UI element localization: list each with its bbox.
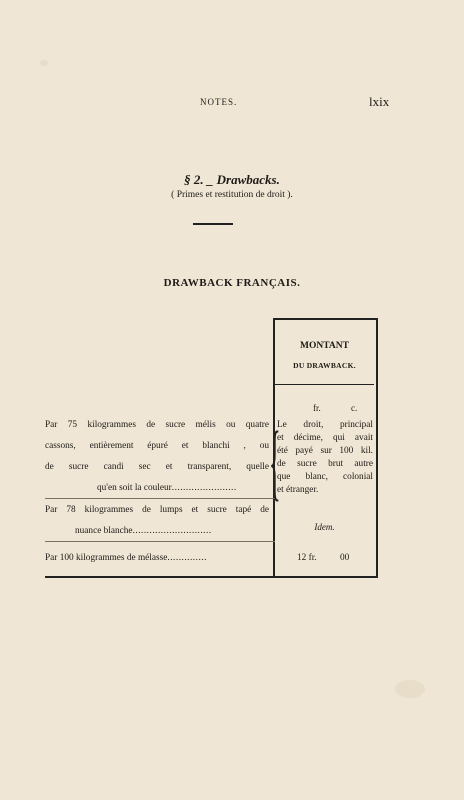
row1-line-last <box>97 483 237 493</box>
grouping-brace: { <box>269 413 281 509</box>
note-line: été payé sur 100 kil. <box>277 446 373 456</box>
section-title: § 2. _ Drawbacks. <box>184 172 280 187</box>
table-bottom-rule <box>45 576 376 578</box>
leader-dots: ............................ <box>132 526 212 536</box>
note-line: et étranger. <box>277 485 319 495</box>
row3-line <box>45 553 207 563</box>
header-rule <box>275 384 374 385</box>
row3-text: Par 100 kilogrammes de mélasse <box>45 553 168 563</box>
column-header-montant: MONTANT <box>300 341 349 351</box>
note-line: et décime, qui avait <box>277 433 373 443</box>
row2-line-last <box>75 526 212 536</box>
page-number: lxix <box>369 94 390 109</box>
unit-francs: fr. <box>313 403 321 413</box>
row1-line: Par 75 kilogrammes de sucre mélis ou quatre <box>45 420 269 430</box>
unit-centimes: c. <box>351 403 358 413</box>
row1-text: qu'en soit la couleur <box>97 483 172 493</box>
note-line: Le droit, principal <box>277 420 373 430</box>
running-title: NOTES. <box>200 97 238 107</box>
note-line: que blanc, colonial <box>277 472 373 482</box>
leader-dots: .............. <box>167 553 207 563</box>
row2-value: Idem. <box>314 522 335 532</box>
decorative-rule <box>193 223 233 225</box>
leader-dots: ....................... <box>171 483 237 493</box>
row2-line: Par 78 kilogrammes de lumps et sucre tapé de <box>45 505 269 515</box>
column-header-drawback: DU DRAWBACK. <box>293 361 356 370</box>
note-line: de sucre brut autre <box>277 459 373 469</box>
paper-stain <box>395 680 425 698</box>
row-separator <box>45 498 275 499</box>
row1-line: de sucre candi sec et transparent, quelle <box>45 462 269 472</box>
paper-stain <box>40 60 48 66</box>
row-separator <box>45 541 275 542</box>
section-subtitle: ( Primes et restitution de droit ). <box>171 190 293 200</box>
row3-value-francs: 12 fr. <box>297 553 317 563</box>
row1-line: cassons, entièrement épuré et blanchi , ou <box>45 441 269 451</box>
table-heading: DRAWBACK FRANÇAIS. <box>163 277 301 289</box>
row3-value-centimes: 00 <box>340 553 350 563</box>
row2-text: nuance blanche <box>75 526 133 536</box>
